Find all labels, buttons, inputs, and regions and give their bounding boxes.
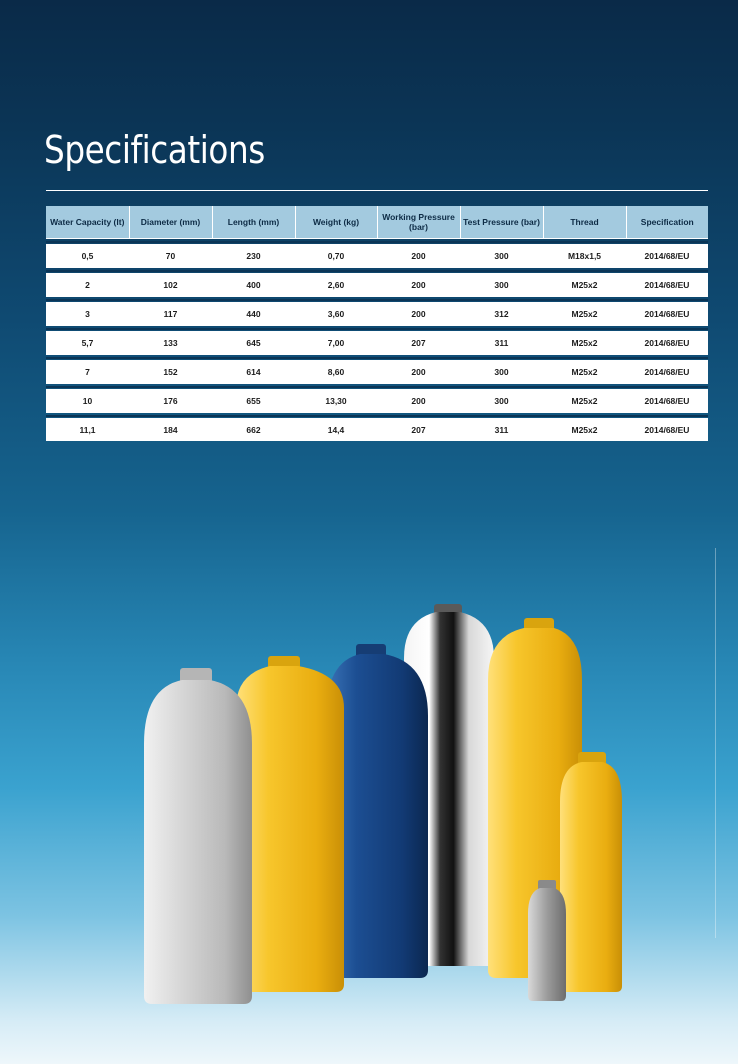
cell-thread: M25x2: [543, 302, 626, 325]
table-row: [46, 302, 708, 325]
table-row: [46, 418, 708, 441]
header-thread: Thread: [543, 206, 626, 238]
cell-length: 440: [212, 302, 295, 325]
cell-water-capacity: 3: [46, 302, 129, 325]
cell-length: 645: [212, 331, 295, 354]
cell-working-pressure: 200: [377, 389, 460, 412]
cell-water-capacity: 2: [46, 273, 129, 296]
cell-water-capacity: 11,1: [46, 418, 129, 441]
cell-specification: 2014/68/EU: [626, 389, 708, 412]
cell-test-pressure: 300: [460, 273, 543, 296]
cell-weight: 13,30: [295, 389, 377, 412]
cell-test-pressure: 312: [460, 302, 543, 325]
cell-water-capacity: 10: [46, 389, 129, 412]
table-row: [46, 331, 708, 354]
cell-weight: 3,60: [295, 302, 377, 325]
cell-diameter: 152: [129, 360, 212, 383]
title-divider: [46, 190, 708, 191]
page-title: Specifications: [44, 128, 265, 172]
cell-diameter: 184: [129, 418, 212, 441]
table-row: [46, 360, 708, 383]
cell-length: 655: [212, 389, 295, 412]
cell-weight: 14,4: [295, 418, 377, 441]
cell-specification: 2014/68/EU: [626, 360, 708, 383]
yellow-cylinder-medium: [236, 656, 344, 992]
cell-diameter: 102: [129, 273, 212, 296]
cell-working-pressure: 207: [377, 418, 460, 441]
table-header-row: [46, 206, 708, 238]
cell-specification: 2014/68/EU: [626, 244, 708, 267]
cell-specification: 2014/68/EU: [626, 418, 708, 441]
cell-length: 230: [212, 244, 295, 267]
table-row: [46, 389, 708, 412]
cell-test-pressure: 311: [460, 418, 543, 441]
cell-working-pressure: 200: [377, 273, 460, 296]
cell-water-capacity: 0,5: [46, 244, 129, 267]
cell-test-pressure: 300: [460, 360, 543, 383]
cell-water-capacity: 7: [46, 360, 129, 383]
silver-cylinder: [144, 668, 252, 1004]
header-length: Length (mm): [212, 206, 295, 238]
cell-test-pressure: 311: [460, 331, 543, 354]
header-working-pressure: Working Pressure (bar): [377, 206, 460, 238]
cell-thread: M25x2: [543, 360, 626, 383]
cell-length: 662: [212, 418, 295, 441]
cell-thread: M25x2: [543, 418, 626, 441]
header-weight: Weight (kg): [295, 206, 377, 238]
header-test-pressure: Test Pressure (bar): [460, 206, 543, 238]
cell-thread: M18x1,5: [543, 244, 626, 267]
cell-diameter: 133: [129, 331, 212, 354]
header-specification: Specification: [626, 206, 708, 238]
header-diameter: Diameter (mm): [129, 206, 212, 238]
grey-cylinder-small: [528, 880, 566, 1001]
specifications-table: [46, 206, 708, 441]
header-water-capacity: Water Capacity (lt): [46, 206, 129, 238]
cell-diameter: 117: [129, 302, 212, 325]
cell-specification: 2014/68/EU: [626, 331, 708, 354]
table-row: [46, 273, 708, 296]
cell-weight: 2,60: [295, 273, 377, 296]
cell-diameter: 70: [129, 244, 212, 267]
cell-length: 614: [212, 360, 295, 383]
cell-thread: M25x2: [543, 331, 626, 354]
cell-specification: 2014/68/EU: [626, 273, 708, 296]
cell-working-pressure: 207: [377, 331, 460, 354]
table-row: [46, 244, 708, 267]
cell-specification: 2014/68/EU: [626, 302, 708, 325]
cell-working-pressure: 200: [377, 302, 460, 325]
cell-test-pressure: 300: [460, 244, 543, 267]
cell-weight: 0,70: [295, 244, 377, 267]
cell-length: 400: [212, 273, 295, 296]
cell-thread: M25x2: [543, 389, 626, 412]
cell-test-pressure: 300: [460, 389, 543, 412]
yellow-cylinder-small: [560, 752, 622, 992]
cell-diameter: 176: [129, 389, 212, 412]
cell-working-pressure: 200: [377, 244, 460, 267]
cell-working-pressure: 200: [377, 360, 460, 383]
cylinders-photo: [0, 540, 738, 1064]
cell-weight: 7,00: [295, 331, 377, 354]
cell-water-capacity: 5,7: [46, 331, 129, 354]
cell-thread: M25x2: [543, 273, 626, 296]
cell-weight: 8,60: [295, 360, 377, 383]
